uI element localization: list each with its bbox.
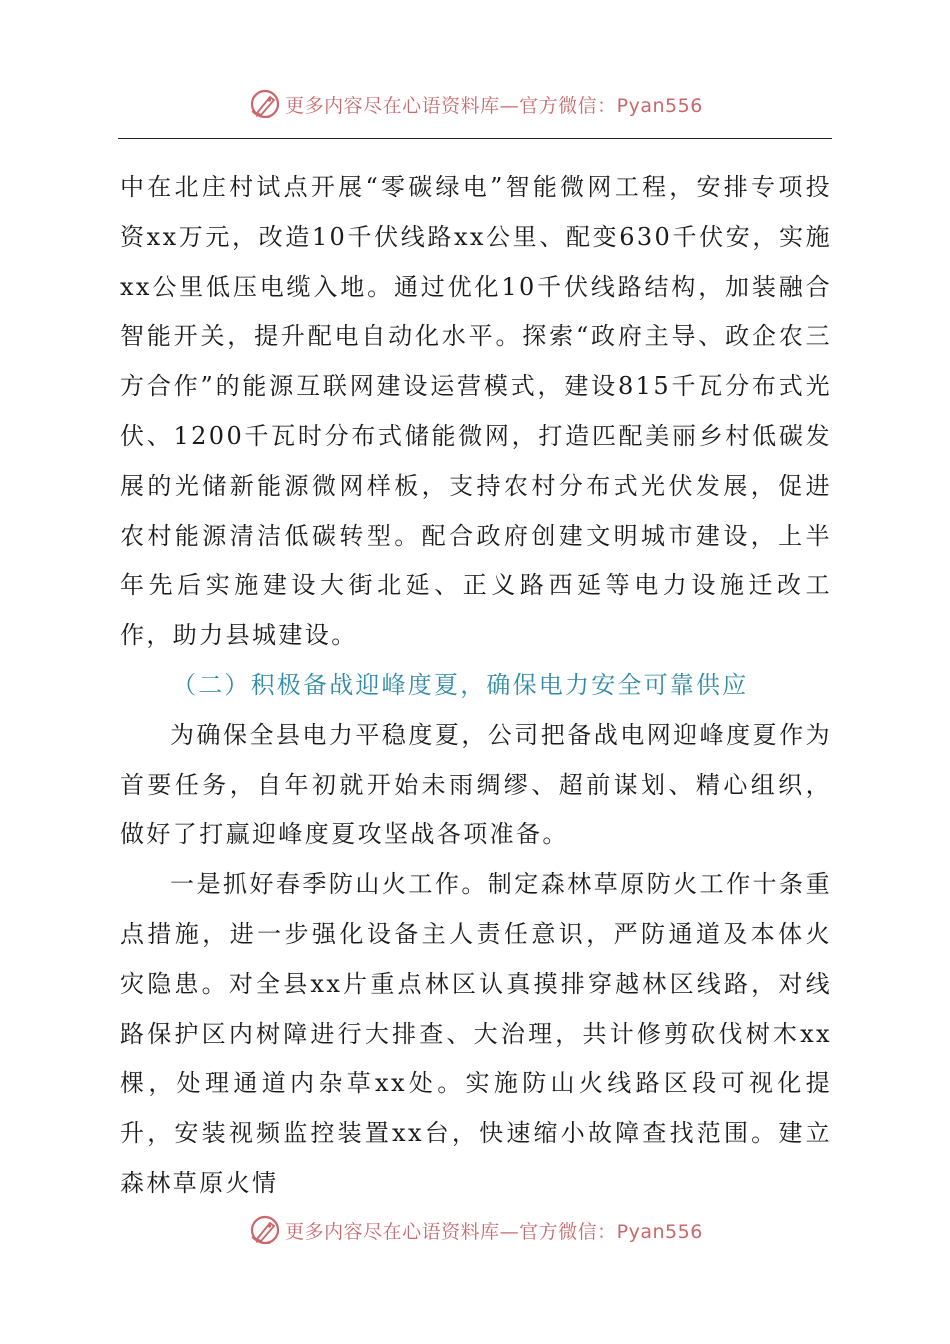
section-heading: （二）积极备战迎峰度夏，确保电力安全可靠供应: [172, 670, 749, 699]
body-paragraph-3: 一是抓好春季防山火工作。制定森林草原防火工作十条重点措施，进一步强化设备主人责任意识，严防通道及本体火灾隐患。对全县xx片重点林区认真摸排穿越林区线路，对线路保护区内树障进行大排查、大治理，共计修剪砍伐树木xx棵，处理通道内杂草xx处。实施防山火线路区段可视化提升，安装视频监控装置xx台，快速缩小故障查找范围。建立森林草原火情: [120, 870, 832, 1197]
page-footer-banner: [0, 1210, 950, 1250]
header-divider: [118, 138, 832, 139]
body-paragraph-2: 为确保全县电力平稳度夏，公司把备战电网迎峰度夏作为首要任务，自年初就开始未雨绸缪、超前谋划、精心组织，做好了打赢迎峰度夏攻坚战各项准备。: [120, 720, 832, 849]
pen-nib-logo-icon: [247, 86, 283, 122]
document-body: [120, 163, 832, 1209]
body-paragraph-1: 中在北庄村试点开展“零碳绿电”智能微网工程，安排专项投资xx万元，改造10千伏线路xx公里、配变630千伏安，实施xx公里低压电缆入地。通过优化10千伏线路结构，加装融合智能开关，提升配电自动化水平。探索“政府主导、政企农三方合作”的能源互联网建设运营模式，建设815千瓦分布式光伏、1200千瓦时分布式储能微网，打造匹配美丽乡村低碳发展的光储新能源微网样板，支持农村分布式光伏发展，促进农村能源清洁低碳转型。配合政府创建文明城市建设，上半年先后实施建设大街北延、正义路西延等电力设施迁改工作，助力县城建设。: [120, 173, 832, 650]
page-header-banner: [0, 84, 950, 124]
footer-banner-text: [285, 1217, 703, 1244]
pen-nib-logo-icon: [247, 1212, 283, 1248]
header-banner-text: [285, 91, 703, 118]
footer-site-text: 更多内容尽在心语资料库—官方微信：: [285, 1220, 617, 1243]
footer-wechat-id: Pyan556: [616, 1220, 703, 1243]
header-site-text: 更多内容尽在心语资料库—官方微信：: [285, 94, 617, 117]
header-wechat-id: Pyan556: [616, 94, 703, 117]
